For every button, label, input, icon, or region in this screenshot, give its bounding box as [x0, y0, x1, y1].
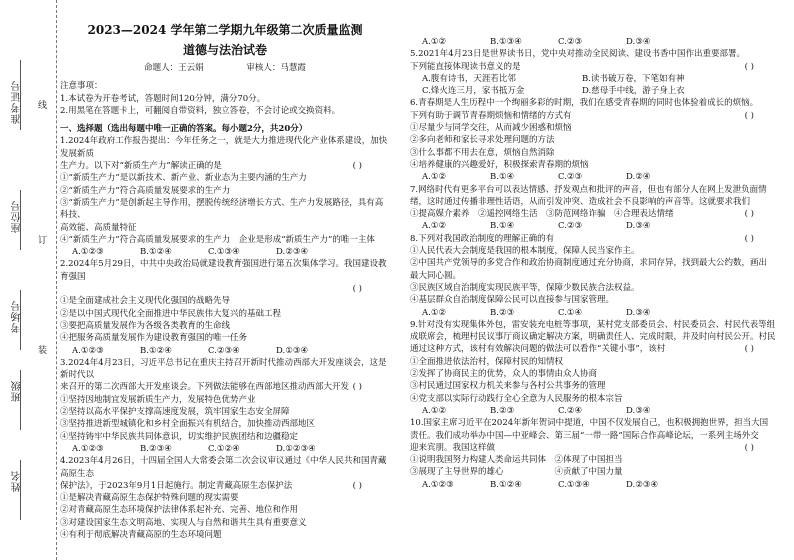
- binding-word-bind: 装: [36, 345, 46, 354]
- option-row: A.①② B.①④ C.②③ D.③④: [422, 221, 651, 232]
- answer-paren: ( ): [352, 382, 362, 393]
- seat-label: 座位号: [12, 200, 23, 233]
- authors-line: [60, 62, 390, 74]
- statement: ③展现了主导世界的雄心 ④贡献了中国力量: [410, 467, 623, 478]
- option-row: A.①② B.①④ C.②③ D.②④: [422, 172, 651, 183]
- statement: ①提高媒介素养 ②遥控网络生活 ③防范网络诈骗 ④合理表达情绪: [410, 209, 674, 220]
- author: 命题人：王云娟: [144, 63, 204, 73]
- statement: ②发挥了协商民主的优势，众人的事情由众人协商: [410, 369, 598, 380]
- statement: ③要把高质量发展作为各级各类教育的生命线: [60, 320, 231, 331]
- option-row: A.①② B.②③ C.①④ D.③④: [422, 307, 651, 318]
- option-row: A.①②③ B.①②④ C.①③④ D.②③④: [422, 479, 659, 490]
- room-label: 考场号: [12, 300, 23, 333]
- notice-heading: 注意事项：: [60, 81, 103, 92]
- answer-paren: ( ): [352, 161, 362, 172]
- notice-item: 1.本试卷为开卷考试，答题时间120分钟，满分70分。: [60, 93, 266, 104]
- class-line: [20, 370, 21, 430]
- statement: ②对青藏高原生态环境保护法律体系起补充、完善、地位和作用: [60, 505, 299, 516]
- answer-paren: ( ): [744, 209, 754, 220]
- statement: ①人民代表大会制度是我国的根本制度，保障人民当家作主。: [410, 246, 640, 257]
- class-label: 班级: [12, 380, 23, 402]
- name-label: 姓名: [12, 470, 23, 492]
- statement: ②坚持以高水平保护支撑高速度发展，筑牢国家生态安全屏障: [60, 407, 290, 418]
- option-row: C.烽火连三月，家书抵万金 D.慈母手中线，游子身上衣: [422, 86, 685, 97]
- answer-paren: ( ): [352, 480, 362, 491]
- question-stem: 来召开的第二次西部大开发座谈会。下列做法能够在西部地区推动西部大开发 ( ): [60, 381, 390, 393]
- option-row: A.①② B.②③ C.②④ D.③④: [422, 405, 651, 416]
- statement: ①尽量少与同学交往，从而减少困惑和烦恼: [410, 123, 572, 134]
- question-stem: 迎来宾朋。我国这样做 ( ): [410, 442, 782, 454]
- statement: ①全面推进依法治村，保障村民的知情权: [410, 356, 564, 367]
- statement: ④坚持铸牢中华民族共同体意识，切实维护民族团结和边疆稳定: [60, 431, 299, 442]
- question-stem: 生产力。以下对“新质生产力”解读正确的是 ( ): [60, 160, 390, 172]
- question-stem: [60, 283, 390, 295]
- option-row: A.①②③ B.①②④ C.②③④ D.①③④: [72, 345, 309, 356]
- statement: 高效能、高质量特征: [60, 222, 137, 233]
- question-stem: 下列有助于调节青春期烦恼和情绪的方式有 ( ): [410, 110, 782, 122]
- statement: ④基层群众自治制度保障公民可以直接参与国家管理。: [410, 295, 615, 306]
- statement: ④把服务高质量发展作为建设教育强国的唯一任务: [60, 333, 248, 344]
- question-stem: 10.国家主席习近平在2024年新年贺词中提道，中国不仅发展自己，也积极拥抱世界，担当大国: [410, 418, 769, 429]
- option-row: A.①②③ B.②③④ C.①②④ D.①②③④: [72, 443, 316, 454]
- statement: ①说明我国努力构建人类命运共同体 ②体现了中国担当: [410, 455, 623, 466]
- binding-word-line: 线: [36, 100, 46, 109]
- answer-paren: ( ): [744, 110, 754, 121]
- question-stem: 9.针对没有实现集体外包，雷安装充电桩等事项，某村党支部委员会、村民委员会、村民代表等组: [410, 319, 776, 330]
- statement: ③村民通过国家权力机关来参与各村公共事务的管理: [410, 381, 606, 392]
- answer-paren: ( ): [744, 233, 754, 244]
- statement: ②是以中国式现代化全面推进中华民族伟大复兴的基础工程: [60, 308, 282, 319]
- statement: ④“新质生产力”符合高质量发展要求的生产力 企业是形成“新质生产力”的唯一主体: [60, 234, 375, 245]
- statement: ①是解决青藏高原生态保护特殊问题的现实需要: [60, 493, 239, 504]
- option-row: A.①②③ B.①②④ C.①③④ D.②③④: [72, 247, 309, 258]
- page-title: 2023—2024 学年第二学期九年级第二次质量监测: [87, 23, 363, 37]
- statement: ①坚持因地制宜发展新质生产力，发展特色优势产业: [60, 394, 256, 405]
- question-stem: 3.2024年4月23日，习近平总书记在重庆主持召开新时代推动西部大开发座谈会，这是新时代以: [60, 357, 387, 381]
- question-stem: 7.网络时代有更多平台可以表达情感、抒发观点和批评的声音，但也有部分人在网上发泄负面情: [410, 184, 767, 195]
- notice-item: 2.用黑笔在答题卡上，可翻阅自带资料，独立答卷，不会讨论或交换资料。: [60, 105, 341, 116]
- statement: 最大同心圆。: [410, 270, 462, 281]
- reviewer: 审核人：马慧霞: [246, 63, 306, 73]
- answer-paren: ( ): [744, 61, 754, 72]
- question-stem: 1.2024年政府工作报告提出：今年任务之一，就是大力推进现代化产业体系建设，加快发展新质: [60, 136, 388, 159]
- left-column: [60, 0, 390, 541]
- binding-margin: [0, 0, 57, 560]
- question-stem: 责任。我们成功举办中国—中亚峰会、第三届“一带一路”国际合作高峰论坛，一系列主场外交: [410, 430, 759, 441]
- exam-number-label: 准考证号: [12, 80, 23, 124]
- question-stem: 4.2023年4月26日，十四届全国人大常委会第二次会议审议通过《中华人民共和国青藏高原生态: [60, 456, 387, 479]
- exam-number-line: [20, 60, 21, 130]
- right-column: [410, 36, 782, 491]
- answer-paren: ( ): [744, 344, 754, 355]
- section-heading: 一、选择题（选出每题中唯一正确的答案。每小题2分，共20分）: [60, 124, 308, 135]
- question-stem: 通过这种方式，该村有效解决问题的做法可以看作“关键小事”，该村 ( ): [410, 343, 782, 355]
- statement: ②多向老师和家长寻求处理问题的方法: [410, 135, 555, 146]
- statement: ③坚持推进新型城镇化和乡村全面振兴有机结合，加快推动西部地区: [60, 419, 316, 430]
- room-line: [20, 290, 21, 350]
- statement: ③什么事都不用去在意，烦恼自然消除: [410, 147, 555, 158]
- question-stem: 5.2021年4月23日是世界读书日，党中央对推动全民阅读、建设书香中国作出重要部署。: [410, 49, 745, 60]
- option-row: A.腹有诗书，天涯若比邻 B.读书破万卷，下笔如有神: [422, 73, 685, 84]
- statement: ①“新质生产力”是以新技术、新产业、新业态为主要内涵的生产力: [60, 173, 307, 184]
- answer-paren: ( ): [352, 284, 362, 295]
- question-stem: 绪，这时通过传播非理性话语，从而引发冲突、造成社会不良影响的声音等。这就要求我们 ( ): [410, 196, 782, 208]
- question-stem: 下列能直接体现读书意义的是 ( ): [410, 61, 782, 73]
- question-stem: 2.2024年5月29日，中共中央政治局就建设教育强国进行第五次集体学习。我国建设教育强国: [60, 259, 387, 282]
- question-stem: 8.下列对我国政治制度的理解正确的有 ( ): [410, 233, 782, 245]
- statement: ③民族区域自治制度实现民族平等，保障少数民族合法权益。: [410, 282, 640, 293]
- statement: ④有利于彻底解决青藏高原的生态环境问题: [60, 529, 222, 540]
- question-stem: 保护法》，于2023年9月1日起施行。制定青藏高原生态保护法 ( ): [60, 480, 390, 492]
- name-line: [20, 460, 21, 520]
- question-stem: 6.青春期是人生历程中一个绚丽多彩的时期，我们在感受青春期的同时也体验着成长的烦恼。: [410, 98, 759, 109]
- page-subtitle: 道德与法治试卷: [182, 43, 267, 57]
- statement: ③对建设国家生态文明高地、实现人与自然和谐共生具有重要意义: [60, 517, 307, 528]
- statement: ①是全面建成社会主义现代化强国的战略先导: [60, 296, 231, 307]
- seat-line: [20, 190, 21, 250]
- statement: ④党支部以实际行动践行全心全意为人民服务的根本宗旨: [410, 393, 623, 404]
- statement: ④培养健康的兴趣爱好，积极探索青春期的烦恼: [410, 159, 589, 170]
- answer-paren: ( ): [744, 442, 754, 453]
- statement: ②中国共产党领导的多党合作和政治协商制度通过充分协商，求同存异，找到最大公约数，画出: [410, 258, 768, 269]
- binding-word-order: 订: [36, 235, 46, 244]
- option-row: A.①② B.①③④ C.②③ D.③④: [422, 37, 651, 47]
- question-stem: 成联席会，梳理村民议事厅商议确定解决方案，明确责任人、完成时限，并及时向村民公开。村民: [410, 332, 776, 343]
- statement: ③“新质生产力”是创新起主导作用，摆脱传统经济增长方式、生产力发展路径，具有高科技、: [60, 197, 384, 221]
- statement: ②“新质生产力”符合高质量发展要求的生产力: [60, 185, 231, 196]
